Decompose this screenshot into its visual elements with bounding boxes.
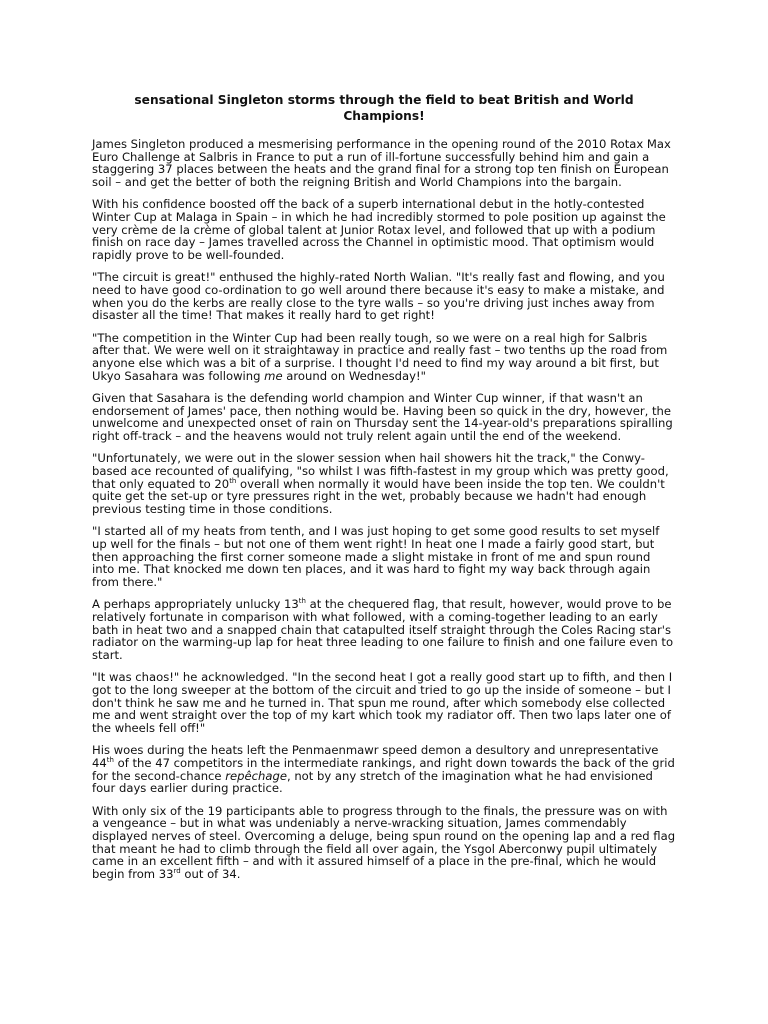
paragraph-6-text: "Unfortunately, we were out in the slower session when hail showers hit the track," the Conwy-based ace recounted of qualifying, "so whilst I was fifth-fastest in my group which was pretty good, that only equated to 20 — [92, 451, 669, 491]
paragraph-10-text-middle: of the 47 competitors in the intermediate rankings, and right down towards the back of the grid for the second-chance — [92, 755, 675, 783]
paragraph-5: Given that Sasahara is the defending world champion and Winter Cup winner, if that wasn't an endorsement of James' pace, then nothing would be. Having been so quick in the dry, however, the unwelcome and unexpected onset of rain on Thursday sent the 14-year-old's preparations spiralling right off-track – and the heavens would not truly relent again until the end of the weekend. — [92, 391, 673, 443]
article-title: sensational Singleton storms through the field to beat British and World Champions! — [134, 93, 634, 123]
paragraph-4-text: "The competition in the Winter Cup had been really tough, so we were on a real high for Salbris after that. We were well on it straightaway in practice and really fast – two tenths up the road from anyone else which was a bit of a surprise. I thought I'd need to find my way around a bit first, but Ukyo Sasahara was following — [92, 330, 668, 383]
paragraph-2: With his confidence boosted off the back of a superb international debut in the hotly-contested Winter Cup at Malaga in Spain – in which he had incredibly stormed to pole position up against the very crème de la crème of global talent at Junior Rotax level, and followed that up with a podium finish on race day – James travelled across the Channel in optimistic mood. That optimism would rapidly prove to be well-founded. — [92, 197, 666, 262]
paragraph-8 — [92, 598, 676, 661]
paragraph-6 — [92, 452, 676, 515]
paragraph-8-ordinal: th — [298, 597, 306, 606]
paragraph-4-emphasis: me — [264, 368, 283, 383]
paragraph-10-ordinal: th — [106, 756, 114, 765]
paragraph-8-text: A perhaps appropriately unlucky 13 — [92, 597, 299, 612]
paragraph-11-ordinal: rd — [173, 866, 181, 875]
paragraph-11 — [92, 805, 676, 881]
paragraph-10 — [92, 744, 676, 794]
paragraph-11-text-end: out of 34. — [180, 866, 241, 881]
paragraph-7: "I started all of my heats from tenth, and I was just hoping to get some good results to set myself up well for the finals – but not one of them went right! In heat one I made a fairly good start, but then approaching the first corner someone made a slight mistake in front of me and spun round into me. That knocked me down ten places, and it was hard to fight my way back through again from there." — [92, 524, 660, 589]
paragraph-11-text: With only six of the 19 participants able to progress through to the finals, the pressure was on with a vengeance – but in what was undeniably a nerve-wracking situation, James commendably displayed nerves of steel. Overcoming a deluge, being spun round on the opening lap and a red flag that meant he had to climb through the field all over again, the Ysgol Aberconwy pupil ultimately came in an excellent fifth – and with it assured himself of a place in the pre-final, which he would begin from 33 — [92, 803, 676, 881]
paragraph-4-text-end: around on Wednesday!" — [282, 368, 426, 383]
paragraph-4 — [92, 332, 676, 382]
paragraph-6-text-end: overall when normally it would have been inside the top ten. We couldn't quite get the set-up or tyre pressures right in the wet, probably because we hadn't had enough previous testing time in those conditions. — [92, 476, 665, 516]
paragraph-3: "The circuit is great!" enthused the highly-rated North Walian. "It's really fast and flowing, and you need to have good co-ordination to go well around there because it's easy to make a mistake, and when you do the kerbs are really close to the tyre walls – so you're driving just inches away from disaster all the time! That makes it really hard to get right! — [92, 270, 665, 323]
paragraph-9: "It was chaos!" he acknowledged. "In the second heat I got a really good start up to fifth, and then I got to the long sweeper at the bottom of the circuit and tried to go up the inside of someone – but I don't think he saw me and he turned in. That spun me round, after which somebody else collected me and went straight over the top of my kart which took my radiator off. Then two laps later one of the wheels fell off!" — [92, 670, 673, 735]
paragraph-10-text: His woes during the heats left the Penmaenmawr speed demon a desultory and unrepresentative 44 — [92, 743, 659, 770]
paragraph-8-text-end: at the chequered flag, that result, however, would prove to be relatively fortunate in comparison with what followed, with a coming-together leading to an early bath in heat two and a snapped chain that catapulted itself straight through the Coles Racing star's radiator on the warming-up lap for heat three leading to one failure to finish and one failure even to start. — [92, 597, 674, 662]
paragraph-10-emphasis: repêchage — [225, 768, 287, 783]
paragraph-6-ordinal: th — [229, 476, 237, 485]
paragraph-1: James Singleton produced a mesmerising performance in the opening round of the 2010 Rotax Max Euro Challenge at Salbris in France to put a run of ill-fortune successfully behind him and gain a staggering 37 places between the heats and the grand final for a strong top ten finish on European soil – and get the better of both the reigning British and World Champions into the bargain. — [92, 137, 671, 189]
paragraph-10-text-end: , not by any stretch of the imagination what he had envisioned four days earlier during practice. — [92, 768, 653, 796]
